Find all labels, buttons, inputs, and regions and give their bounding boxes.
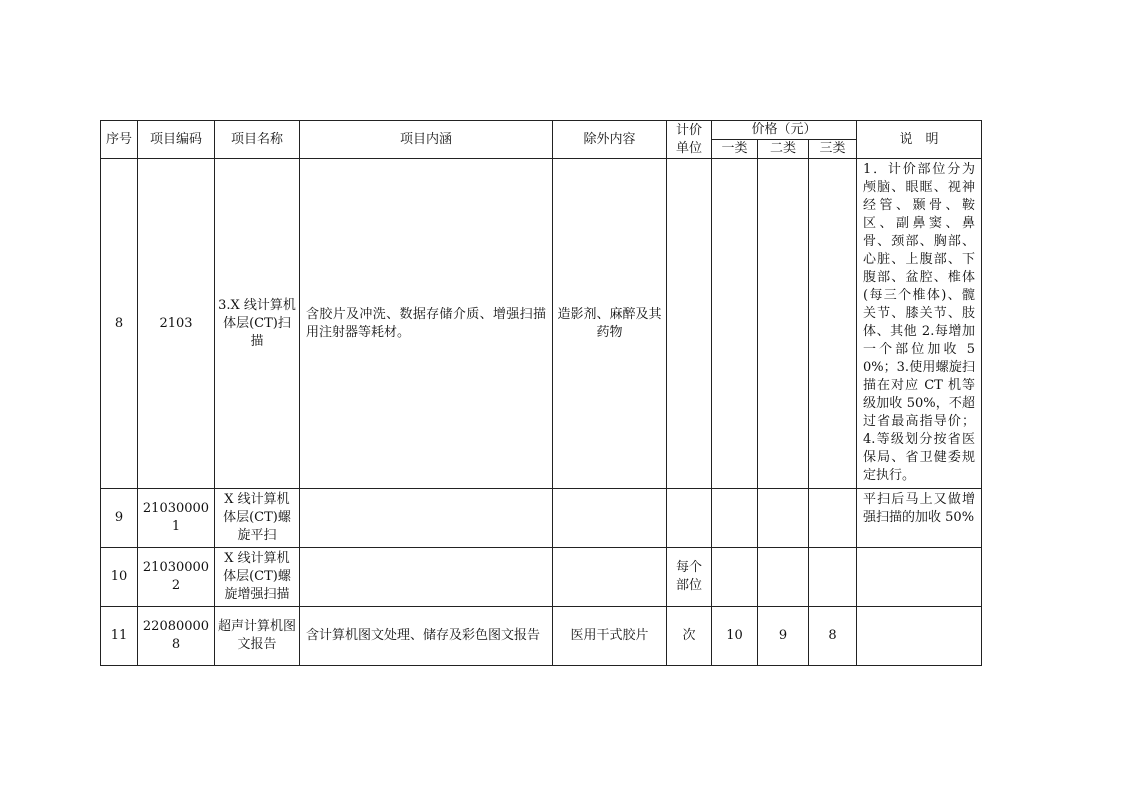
cell-price-class1: [712, 489, 758, 548]
cell-name: X 线计算机体层(CT)螺旋平扫: [215, 489, 300, 548]
cell-notes: [857, 607, 982, 666]
cell-unit: [667, 489, 712, 548]
cell-code: 220800008: [138, 607, 215, 666]
cell-price-class1: [712, 159, 758, 489]
cell-name: 超声计算机图文报告: [215, 607, 300, 666]
cell-seq: 8: [101, 159, 138, 489]
cell-price-class3: [809, 489, 857, 548]
header-name: 项目名称: [215, 121, 300, 159]
header-seq: 序号: [101, 121, 138, 159]
cell-content: [300, 489, 553, 548]
cell-content: 含胶片及冲洗、数据存储介质、增强扫描用注射器等耗材。: [300, 159, 553, 489]
cell-notes: 1．计价部位分为颅脑、眼眶、视神经管、颞骨、鞍区、副鼻窦、鼻骨、颈部、胸部、心脏、上腹部、下腹部、盆腔、椎体(每三个椎体)、髋关节、膝关节、肢体、其他 2.每增加一个部位加收 50%；3.使用螺旋扫描在对应 CT 机等级加收 50%，不超过省最高指导价；4.等级划分按省医保局、省卫健委规定执行。: [857, 159, 982, 489]
cell-price-class2: [758, 159, 809, 489]
cell-price-class3: 8: [809, 607, 857, 666]
cell-exclusions: [553, 548, 667, 607]
cell-notes: [857, 548, 982, 607]
table-row: [101, 489, 982, 548]
header-content: 项目内涵: [300, 121, 553, 159]
cell-price-class2: [758, 548, 809, 607]
header-price-class3: 三类: [809, 140, 857, 159]
cell-name: 3.X 线计算机体层(CT)扫描: [215, 159, 300, 489]
header-price-class1: 一类: [712, 140, 758, 159]
cell-unit: [667, 159, 712, 489]
cell-price-class3: [809, 159, 857, 489]
header-notes: 说 明: [857, 121, 982, 159]
header-code: 项目编码: [138, 121, 215, 159]
header-row-1: [101, 121, 982, 140]
cell-notes: 平扫后马上又做增强扫描的加收 50%: [857, 489, 982, 548]
cell-content: 含计算机图文处理、储存及彩色图文报告: [300, 607, 553, 666]
cell-content: [300, 548, 553, 607]
cell-seq: 10: [101, 548, 138, 607]
table-row: [101, 548, 982, 607]
cell-unit: 次: [667, 607, 712, 666]
cell-unit: 每个部位: [667, 548, 712, 607]
cell-price-class1: [712, 548, 758, 607]
cell-exclusions: [553, 489, 667, 548]
header-unit: 计价单位: [667, 121, 712, 159]
header-price-class2: 二类: [758, 140, 809, 159]
cell-seq: 11: [101, 607, 138, 666]
cell-code: 210300001: [138, 489, 215, 548]
cell-exclusions: 造影剂、麻醉及其药物: [553, 159, 667, 489]
cell-price-class2: [758, 489, 809, 548]
cell-code: 2103: [138, 159, 215, 489]
header-price-group: 价格（元）: [712, 121, 857, 140]
cell-name: X 线计算机体层(CT)螺旋增强扫描: [215, 548, 300, 607]
cell-price-class3: [809, 548, 857, 607]
header-exclusions: 除外内容: [553, 121, 667, 159]
cell-seq: 9: [101, 489, 138, 548]
cell-price-class2: 9: [758, 607, 809, 666]
cell-price-class1: 10: [712, 607, 758, 666]
table-row: [101, 159, 982, 489]
cell-code: 210300002: [138, 548, 215, 607]
cell-exclusions: 医用干式胶片: [553, 607, 667, 666]
table-row: [101, 607, 982, 666]
price-table: [100, 120, 982, 666]
